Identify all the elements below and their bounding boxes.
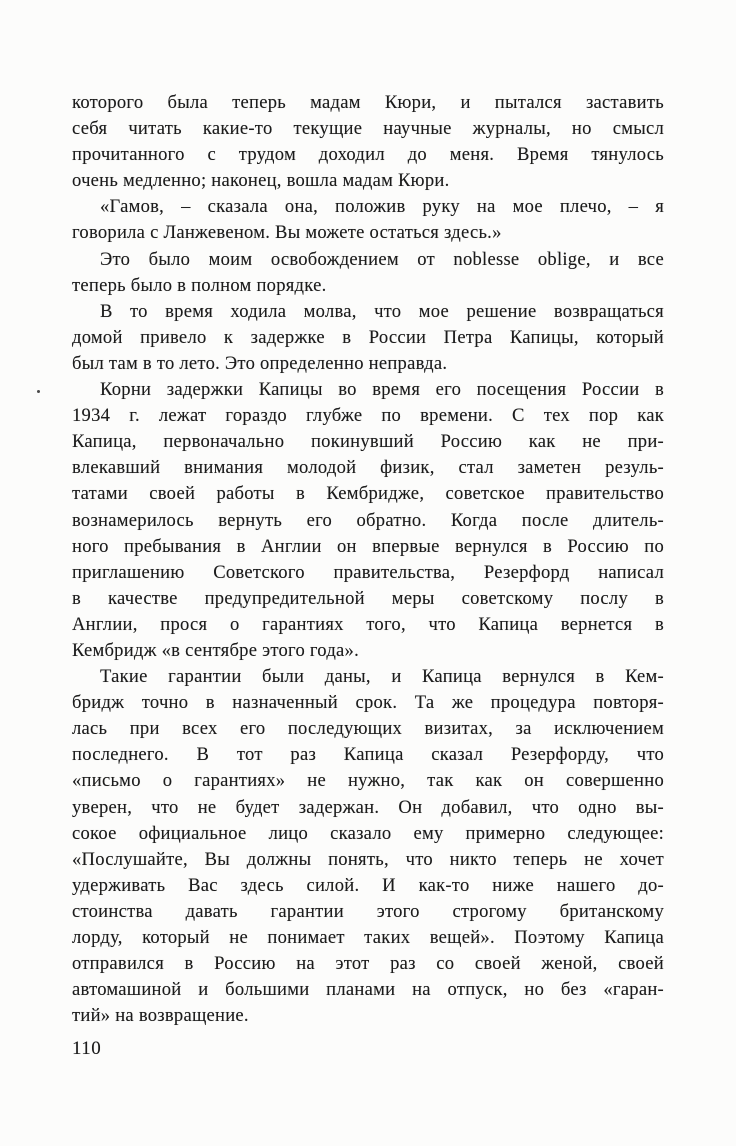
text-line: Кембридж «в сентябре этого года».	[72, 639, 359, 661]
text-line: вознамерилось вернуть его обратно. Когда после длитель-	[72, 509, 664, 531]
text-line: Это было моим освобождением от noblesse oblige, и все	[100, 248, 664, 270]
text-line: «Послушайте, Вы должны понять, что никто теперь не хочет	[72, 848, 664, 870]
text-line: Англии, прося о гарантиях того, что Капица вернется в	[72, 613, 664, 635]
text-line: лорду, который не понимает таких вещей». Поэтому Капица	[72, 927, 664, 948]
text-line: говорила с Ланжевеном. Вы можете остаться здесь.»	[72, 222, 502, 244]
text-line: сокое официальное лицо сказало ему примерно следующее:	[72, 822, 664, 844]
text-line: «письмо о гарантиях» не нужно, так как он совершенно	[72, 770, 664, 792]
text-line: приглашению Советского правительства, Резерфорд написал	[72, 561, 664, 583]
text-line: тий» на возвращение.	[72, 1005, 249, 1027]
text-line: Такие гарантии были даны, и Капица вернулся в Кем-	[100, 666, 664, 688]
text-line: Корни задержки Капицы во время его посещения России в	[100, 379, 664, 401]
text-line: теперь было в полном порядке.	[72, 274, 327, 296]
text-line: удерживать Вас здесь силой. И как-то ниже нашего до-	[72, 874, 664, 896]
text-line: стоинства давать гарантии этого строгому британскому	[72, 900, 664, 922]
text-line: ного пребывания в Англии он впервые вернулся в Россию по	[72, 535, 664, 557]
text-line: в качестве предупредительной меры советскому послу в	[72, 587, 664, 609]
text-line: очень медленно; наконец, вошла мадам Кюри.	[72, 170, 450, 192]
text-line: уверен, что не будет задержан. Он добавил, что одно вы-	[72, 796, 664, 818]
text-line: влекавший внимания молодой физик, стал заметен резуль-	[72, 457, 664, 479]
text-line: «Гамов, – сказала она, положив руку на мое плечо, – я	[100, 196, 664, 218]
page-number: 110	[72, 1038, 102, 1059]
text-line: татами своей работы в Кембридже, советское правительство	[72, 483, 664, 505]
text-line: бридж точно в назначенный срок. Та же процедура повторя-	[72, 692, 664, 714]
text-line: себя читать какие-то текущие научные журналы, но смысл	[72, 118, 664, 140]
text-line: домой привело к задержке в России Петра Капицы, который	[72, 326, 664, 348]
text-line: которого была теперь мадам Кюри, и пытался заставить	[72, 92, 664, 113]
text-line: отправился в Россию на этот раз со своей женой, своей	[72, 953, 664, 975]
text-line: Капица, первоначально покинувший Россию как не при-	[72, 431, 664, 453]
ink-speck	[37, 390, 40, 393]
text-line: был там в то лето. Это определенно неправда.	[72, 352, 448, 374]
text-line: последнего. В тот раз Капица сказал Резерфорду, что	[72, 744, 664, 766]
text-line: автомашиной и большими планами на отпуск, но без «гаран-	[72, 979, 664, 1001]
text-line: В то время ходила молва, что мое решение возвращаться	[100, 300, 664, 322]
text-line: 1934 г. лежат гораздо глубже по времени. С тех пор как	[72, 405, 664, 427]
text-block	[72, 90, 664, 1029]
text-line: прочитанного с трудом доходил до меня. Время тянулось	[72, 144, 664, 166]
text-line: лась при всех его последующих визитах, за исключением	[72, 718, 664, 740]
